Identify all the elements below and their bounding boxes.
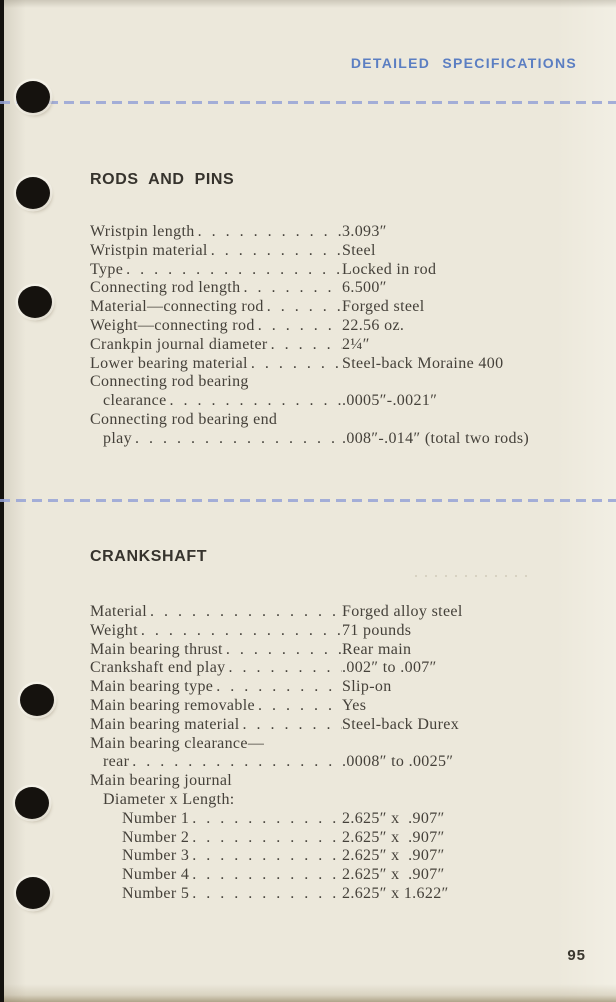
spec-label: Crankshaft end play (90, 659, 226, 677)
spec-value: Steel-back Durex (342, 715, 460, 733)
spec-row-left (90, 355, 342, 373)
dot-leader (198, 223, 342, 241)
dot-leader (216, 678, 342, 696)
spec-row (90, 810, 590, 829)
spec-row (90, 716, 590, 735)
spec-label: Number 4 (122, 866, 190, 884)
spec-row (90, 336, 590, 355)
dot-leader (192, 847, 342, 865)
spec-row (90, 659, 590, 678)
punch-hole (18, 286, 52, 318)
spec-value: 71 pounds (342, 621, 412, 639)
spec-value: .002″ to .007″ (342, 659, 437, 677)
spec-row-left (90, 829, 342, 847)
spec-row-left (90, 753, 342, 771)
page-number: 95 (567, 947, 586, 964)
spec-label: Number 2 (122, 828, 190, 846)
spec-label: Number 3 (122, 847, 190, 865)
spec-value: 2.625″ x .907″ (342, 866, 445, 884)
spec-row-left (90, 336, 342, 354)
dot-leader (135, 430, 342, 448)
spec-label: Lower bearing material (90, 354, 248, 372)
spec-value: Yes (342, 696, 367, 714)
spec-row (90, 791, 590, 810)
spec-label: Weight (90, 621, 138, 639)
spec-label: Main bearing type (90, 678, 214, 696)
dot-leader (150, 603, 342, 621)
spec-row-left (90, 847, 342, 865)
spec-value: Forged alloy steel (342, 603, 463, 620)
dot-leader (132, 753, 342, 771)
spec-label: Connecting rod bearing (90, 373, 249, 391)
spec-row (90, 829, 590, 848)
section-title-crankshaft: CRANKSHAFT (90, 548, 208, 565)
spec-row-left (90, 866, 342, 884)
dot-leader (229, 659, 342, 677)
spec-label: Number 1 (122, 809, 190, 827)
spec-row-left (90, 810, 342, 828)
spec-label: rear (103, 753, 130, 771)
spec-row-left (90, 223, 342, 241)
spec-row (90, 223, 590, 242)
spec-label: Type (90, 260, 124, 278)
dot-leader (267, 298, 342, 316)
spec-row (90, 735, 590, 754)
spec-label: Crankpin journal diameter (90, 335, 268, 353)
spec-value: 2¼″ (342, 335, 370, 353)
spec-label: play (103, 429, 132, 447)
spec-label: Material—connecting rod (90, 298, 264, 316)
spec-label: Connecting rod length (90, 279, 241, 297)
spec-value: 2.625″ x .907″ (342, 809, 445, 827)
section-title-rods-and-pins: RODS AND PINS (90, 171, 235, 188)
spec-label: Wristpin length (90, 223, 195, 240)
spec-row (90, 885, 590, 904)
dot-leader (192, 866, 342, 884)
spec-row-left (90, 659, 342, 677)
page-header: DETAILED SPECIFICATIONS (350, 55, 577, 71)
spec-value: Slip-on (342, 678, 392, 696)
spec-table-crankshaft (90, 603, 590, 904)
dot-leader (243, 279, 342, 297)
spec-row-left (90, 735, 342, 753)
spec-row (90, 847, 590, 866)
spec-label: Material (90, 603, 147, 620)
spec-row-left (90, 885, 342, 903)
spec-row (90, 603, 590, 622)
spec-row (90, 411, 590, 430)
punch-hole (16, 81, 50, 113)
spec-row (90, 298, 590, 317)
spec-value: .0008″ to .0025″ (342, 753, 454, 771)
spec-value: Steel-back Moraine 400 (342, 354, 504, 372)
spec-label: Main bearing journal (90, 772, 233, 790)
dot-leader (251, 355, 342, 373)
spec-value: 22.56 oz. (342, 316, 405, 334)
spec-row (90, 697, 590, 716)
spec-row (90, 430, 590, 449)
spec-label: Main bearing material (90, 715, 240, 733)
dot-leader (211, 242, 342, 260)
spec-row-left (90, 261, 342, 279)
spec-row-left (90, 791, 342, 809)
spec-label: Weight—connecting rod (90, 316, 255, 334)
spec-label: Main bearing removable (90, 696, 255, 714)
spec-row-left (90, 279, 342, 297)
dashed-divider-middle (0, 499, 616, 502)
spec-row-left (90, 603, 342, 621)
spec-row (90, 641, 590, 660)
dot-leader (170, 392, 342, 410)
spec-label: Main bearing thrust (90, 640, 223, 658)
spec-label: clearance (103, 392, 167, 410)
spec-value: Forged steel (342, 298, 425, 316)
spec-value: Locked in rod (342, 260, 437, 278)
spec-row-left (90, 317, 342, 335)
spec-row-left (90, 678, 342, 696)
ink-bleed-artifact (415, 575, 530, 577)
spec-table-rods-and-pins (90, 223, 590, 449)
spec-row (90, 678, 590, 697)
dot-leader (226, 641, 342, 659)
spec-label: Wristpin material (90, 241, 208, 259)
dot-leader (126, 261, 342, 279)
spec-row-left (90, 242, 342, 260)
spec-row-left (90, 772, 342, 790)
spec-row-left (90, 430, 342, 448)
dot-leader (258, 317, 342, 335)
spec-label: Connecting rod bearing end (90, 410, 278, 428)
spec-row-left (90, 697, 342, 715)
punch-hole (16, 177, 50, 209)
spec-row (90, 772, 590, 791)
dot-leader (192, 885, 342, 903)
spec-row (90, 373, 590, 392)
spec-value: 6.500″ (342, 279, 387, 297)
spec-row (90, 392, 590, 411)
dot-leader (192, 810, 342, 828)
dot-leader (192, 829, 342, 847)
spec-label: Diameter x Length: (103, 790, 235, 808)
spec-row (90, 279, 590, 298)
spec-value: 3.093″ (342, 223, 387, 240)
spec-row-left (90, 716, 342, 734)
spec-label: Main bearing clearance— (90, 734, 265, 752)
spec-row (90, 355, 590, 374)
spec-row-left (90, 373, 342, 391)
dot-leader (258, 697, 342, 715)
spec-row (90, 317, 590, 336)
spec-row-left (90, 411, 342, 429)
spec-row (90, 622, 590, 641)
spec-row-left (90, 298, 342, 316)
spec-row (90, 261, 590, 280)
dot-leader (243, 716, 342, 734)
spec-value: 2.625″ x 1.622″ (342, 884, 449, 902)
spec-row-left (90, 392, 342, 410)
spec-value: Rear main (342, 640, 412, 658)
spec-row-left (90, 622, 342, 640)
dashed-divider-top (0, 101, 616, 104)
punch-hole (15, 787, 49, 819)
spec-value: 2.625″ x .907″ (342, 847, 445, 865)
punch-hole (16, 877, 50, 909)
dot-leader (271, 336, 342, 354)
spec-value: .008″-.014″ (total two rods) (342, 429, 530, 447)
spec-value: 2.625″ x .907″ (342, 828, 445, 846)
spec-row (90, 242, 590, 261)
spec-value: Steel (342, 241, 376, 259)
spec-row-left (90, 641, 342, 659)
spec-row (90, 866, 590, 885)
punch-hole (20, 684, 54, 716)
spec-value: .0005″-.0021″ (342, 392, 438, 410)
dot-leader (141, 622, 342, 640)
spec-label: Number 5 (122, 884, 190, 902)
spec-row (90, 753, 590, 772)
